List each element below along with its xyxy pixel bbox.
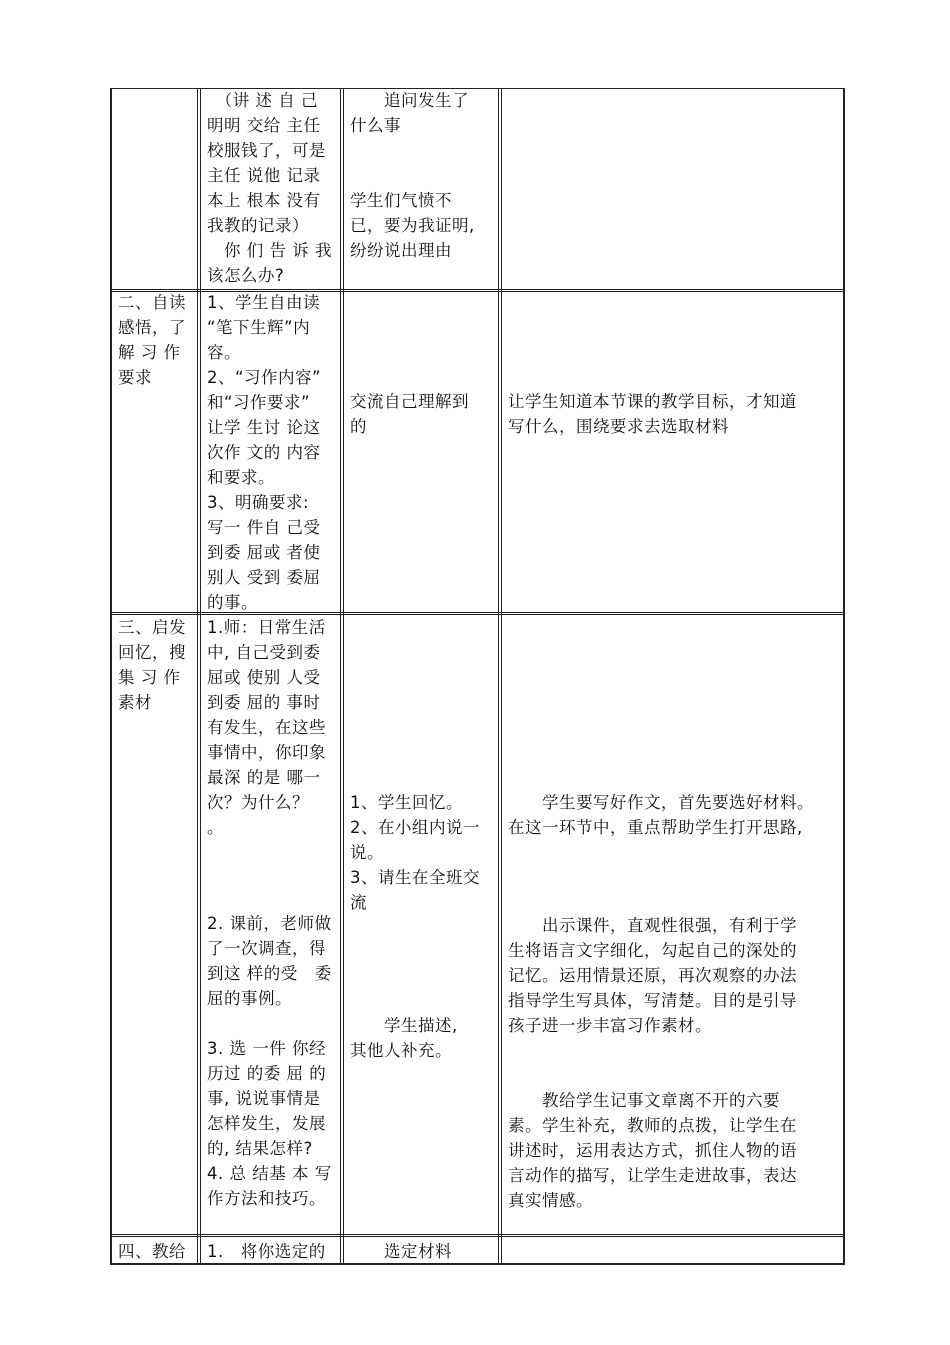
column-divider: [498, 88, 499, 1265]
table-border-left: [110, 88, 112, 1265]
row2-student: 交流自己理解到 的: [350, 392, 469, 436]
row3-activity-3: 3. 选 一件 你经 历过 的委 屈 的 事, 说说事情是 怎样发生，发展 的, 结果怎样? 4. 总 结基 本 写 作方法和技巧。: [207, 1039, 332, 1208]
row3-student-1: 1、学生回忆。 2、在小组内说一 说。 3、请生在全班交 流: [350, 793, 480, 912]
row3-student-2: 学生描述, 其他人补充。: [350, 1016, 458, 1060]
column-divider: [200, 88, 201, 1265]
row4-student: 选定材料: [350, 1242, 452, 1261]
row3-intent-2: 出示课件，直观性很强，有利于学 生将语言文字细化，勾起自己的深处的 记忆。运用情景还原，再次观察的办法 指导学生写具体，写清楚。目的是引导 孩子进一步丰富习作素材。: [508, 916, 797, 1035]
column-divider: [501, 88, 502, 1265]
row1-student: 追问发生了 什么事 学生们气愤不 已，要为我证明, 纷纷说出理由: [350, 91, 475, 260]
row3-activity-2: 2. 课前，老师做 了一次调查，得 到这 样的受 委 屈的事例。: [207, 914, 332, 1008]
column-divider: [343, 88, 344, 1265]
row3-stage: 三、启发 回忆，搜 集 习 作 素材: [118, 618, 186, 712]
lesson-plan-table: [110, 88, 846, 1265]
row2-stage: 二、自读 感悟，了 解 习 作 要求: [118, 293, 186, 387]
row2-activity: 1、学生自由读 “笔下生辉”内 容。 2、“习作内容” 和“习作要求” 让学 生讨 论这 次作 文的 内容 和要求。 3、明确要求: 写一 件自 己受 到委 屈或 者使 别人 受到 委屈 的事。: [207, 293, 322, 612]
column-divider: [197, 88, 198, 1265]
table-border-right: [843, 88, 845, 1265]
row4-activity: 1. 将你选定的: [207, 1242, 326, 1261]
row3-intent-3: 教给学生记事文章离不开的六要 素。学生补充，教师的点拨，让学生在 讲述时，运用表达方式，抓住人物的语 言动作的描写，让学生走进故事，表达 真实情感。: [508, 1091, 797, 1210]
row3-activity-1: 1.师：日常生活 中, 自己受到委 屈或 使别 人受 到委 屈的 事时 有发生，在这些 事情中，你印象 最深 的是 哪一 次？为什么？ 。: [207, 618, 326, 837]
row4-stage: 四、教给: [118, 1242, 186, 1261]
column-divider: [340, 88, 341, 1265]
row1-activity: （讲 述 自 己 明明 交给 主任 校服钱了，可是 主任 说他 记录 本上 根本 没有 我教的记录） 你 们 告 诉 我 该怎么办?: [207, 91, 332, 285]
row-divider: [110, 1234, 845, 1237]
row3-intent-1: 学生要写好作文，首先要选好材料。 在这一环节中，重点帮助学生打开思路,: [508, 793, 814, 837]
row2-intent: 让学生知道本节课的教学目标，才知道 写什么，围绕要求去选取材料: [508, 392, 797, 436]
